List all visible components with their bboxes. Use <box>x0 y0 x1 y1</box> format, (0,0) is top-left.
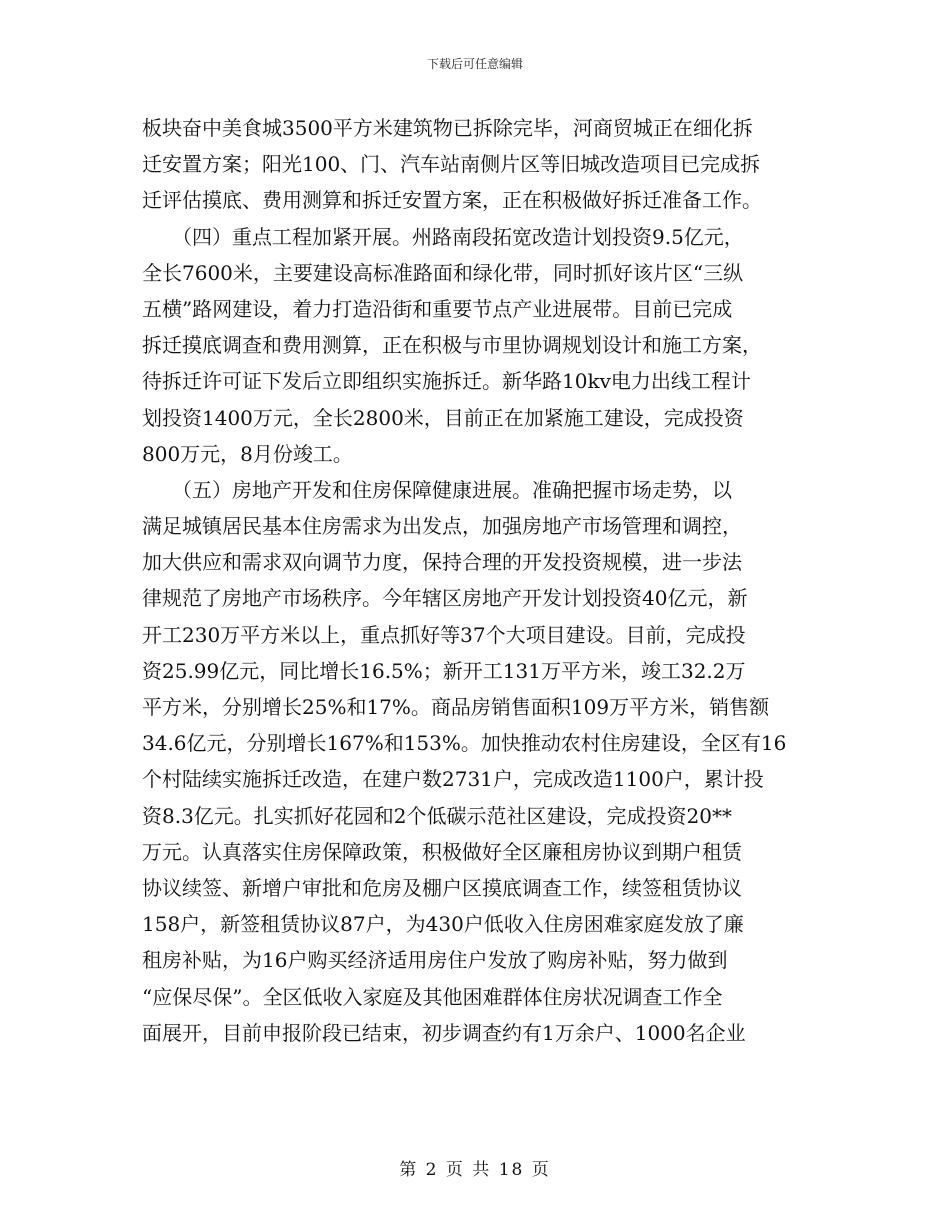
text-line: 划投资1400万元，全长2800米，目前正在加紧施工建设，完成投资 <box>142 405 744 430</box>
text-line: 拆迁摸底调查和费用测算，正在积极与市里协调规划设计和施工方案， <box>142 333 762 358</box>
text-line: 协议续签、新增户审批和危房及棚户区摸底调查工作，续签租赁协议 <box>142 875 742 900</box>
text-line: 迁评估摸底、费用测算和拆迁安置方案，正在积极做好拆迁准备工作。 <box>142 188 762 213</box>
text-line: 资8.3亿元。扎实抓好花园和2个低碳示范社区建设，完成投资20** <box>142 803 732 828</box>
text-line: 板块奋中美食城3500平方米建筑物已拆除完毕，河商贸城正在细化拆 <box>142 116 753 140</box>
text-line: （五）房地产开发和住房保障健康进展。准确把握市场走势，以 <box>142 477 732 502</box>
text-line: 资25.99亿元，同比增长16.5%；新开工131万平方米，竣工32.2万 <box>142 658 746 683</box>
text-line: 个村陆续实施拆迁改造，在建户数2731户，完成改造1100户，累计投 <box>142 767 764 792</box>
text-line: 迁安置方案；阳光100、门、汽车站南侧片区等旧城改造项目已完成拆 <box>142 152 761 177</box>
text-line: 面展开，目前申报阶段已结束，初步调查约有1万余户、1000名企业 <box>142 1020 746 1045</box>
text-line: 158户，新签租赁协议87户，为430户低收入住房困难家庭发放了廉 <box>142 912 744 937</box>
document-body <box>142 110 812 1051</box>
text-line: 全长7600米，主要建设高标准路面和绿化带，同时抓好该片区“三纵 <box>142 260 744 285</box>
page-footer: 第 2 页 共 18 页 <box>399 1160 551 1180</box>
text-line: 加大供应和需求双向调节力度，保持合理的开发投资规模，进一步法 <box>142 550 742 575</box>
text-line: 租房补贴，为16户购买经济适用房住户发放了购房补贴，努力做到 <box>142 948 728 973</box>
text-line: “应保尽保”。全区低收入家庭及其他困难群体住房状况调查工作全 <box>142 984 723 1009</box>
text-line: 平方米，分别增长25%和17%。商品房销售面积109万平方米，销售额 <box>142 695 770 719</box>
text-line: 满足城镇居民基本住房需求为出发点，加强房地产市场管理和调控， <box>142 514 742 539</box>
text-line: 五横”路网建设，着力打造沿街和重要节点产业进展带。目前已完成 <box>142 296 733 321</box>
text-line: 800万元，8月份竣工。 <box>142 441 353 466</box>
text-line: 律规范了房地产市场秩序。今年辖区房地产开发计划投资40亿元，新 <box>142 586 748 611</box>
text-line: 待拆迁许可证下发后立即组织实施拆迁。新华路10kv电力出线工程计 <box>142 369 751 394</box>
text-line: 开工230万平方米以上，重点抓好等37个大项目建设。目前，完成投 <box>142 622 746 647</box>
page-header: 下载后可任意编辑 <box>426 57 523 71</box>
text-line: 34.6亿元，分别增长167%和153%。加快推动农村住房建设，全区有16 <box>142 731 787 756</box>
text-line: 万元。认真落实住房保障政策，积极做好全区廉租房协议到期户租赁 <box>142 839 742 864</box>
text-line: （四）重点工程加紧开展。州路南段拓宽改造计划投资9.5亿元， <box>142 224 744 249</box>
